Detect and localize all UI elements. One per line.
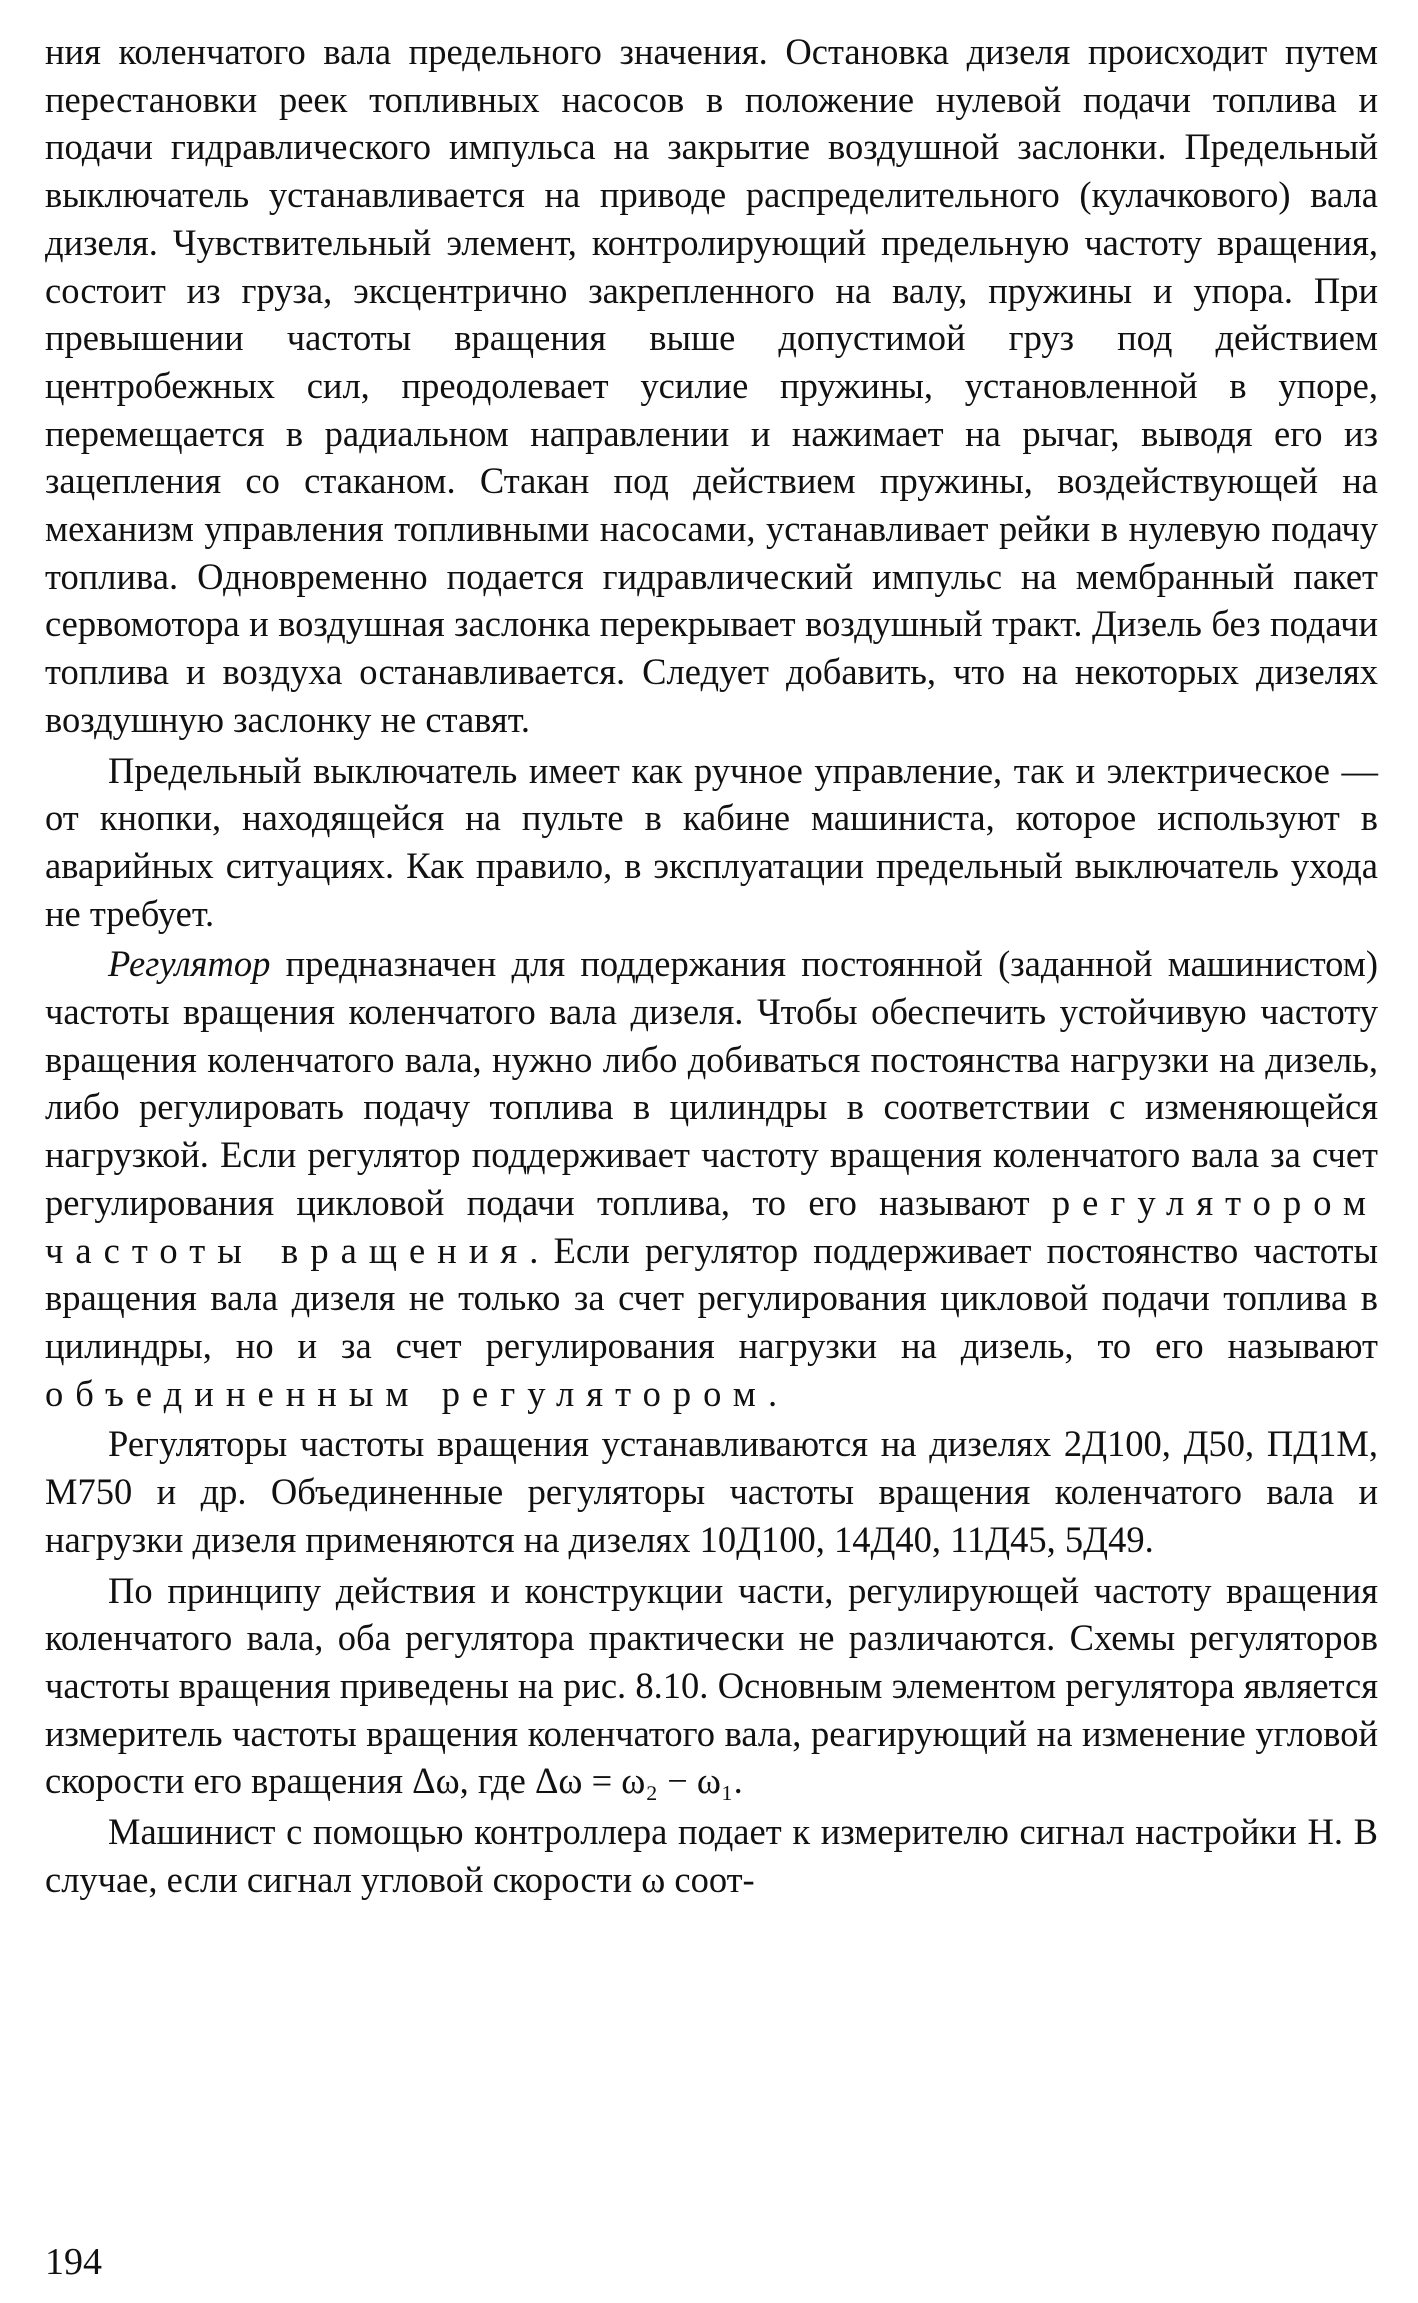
regulator-text-part-3: . [767, 1372, 778, 1414]
paragraph-regulator-definition [45, 940, 1378, 1417]
spaced-term-combined-regulator: объединенным регулятором [45, 1372, 768, 1414]
italic-term-regulator: Регулятор [108, 943, 271, 985]
paragraph-operating-principle: По принципу действия и конструкции части, регулирующей частоту вращения коленчатого вала, оба регулятора практически не различаются. Схемы регуляторов частоты вращения приведены на рис. 8.10. Основным элементом регулятора является измеритель частоты вращения коленчатого вала, реагирующий на изменение угловой скорости его вращения Δω, где Δω = ω₂ − ω₁. [45, 1569, 1378, 1802]
regulator-text-part-1: предназначен для поддержания постоянной (заданной машинистом) частоты вращения коленчатого вала дизеля. Чтобы обеспечить устойчивую частоту вращения коленчатого вала, нужно либо добиваться постоянства нагрузки на дизель, либо регулировать подачу топлива в цилиндры в соответствии с изменяющейся нагрузкой. Если регулятор поддерживает частоту вращения коленчатого вала за счет регулирования цикловой подачи топлива, то его называют [45, 943, 1378, 1223]
spaced-term-speed-regulator: регулятором частоты вращения [45, 1181, 1378, 1271]
paragraph-driver-controller: Машинист с помощью контроллера подает к измерителю сигнал настройки Н. В случае, если сигнал угловой скорости ω соот- [45, 1811, 1378, 1900]
paragraph-limit-switch-operation: ния коленчатого вала предельного значения. Остановка дизеля происходит путем перестановки реек топливных насосов в положение нулевой подачи топлива и подачи гидравлического импульса на закрытие воздушной заслонки. Предельный выключатель устанавливается на приводе распределительного (кулачкового) вала дизеля. Чувствительный элемент, контролирующий предельную частоту вращения, состоит из груза, эксцентрично закрепленного на валу, пружины и упора. При превышении частоты вращения выше допустимой груз под действием центробежных сил, преодолевает усилие пружины, установленной в упоре, перемещается в радиальном направлении и нажимает на рычаг, выводя его из зацепления со стаканом. Стакан под действием пружины, воздействующей на механизм управления топливными насосами, устанавливает рейки в нулевую подачу топлива. Одновременно подается гидравлический импульс на мембранный пакет сервомотора и воздушная заслонка перекрывает воздушный тракт. Дизель без подачи топлива и воздуха останавливается. Следует добавить, что на некоторых дизелях воздушную заслонку не ставят. [45, 31, 1378, 740]
regulator-text-part-2: . Если регулятор поддерживает постоянство частоты вращения вала дизеля не только за счет регулирования цикловой подачи топлива в цилиндры, но и за счет регулирования нагрузки на дизель, то его называют [45, 1229, 1378, 1366]
paragraph-manual-control: Предельный выключатель имеет как ручное управление, так и электрическое — от кнопки, находящейся на пульте в кабине машиниста, которое используют в аварийных ситуациях. Как правило, в эксплуатации предельный выключатель ухода не требует. [45, 749, 1378, 934]
paragraph-regulator-types: Регуляторы частоты вращения устанавливаются на дизелях 2Д100, Д50, ПД1М, М750 и др. Объединенные регуляторы частоты вращения коленчатого вала и нагрузки дизеля применяются на дизелях 10Д100, 14Д40, 11Д45, 5Д49. [45, 1423, 1378, 1560]
page-number: 194 [45, 2241, 102, 2283]
